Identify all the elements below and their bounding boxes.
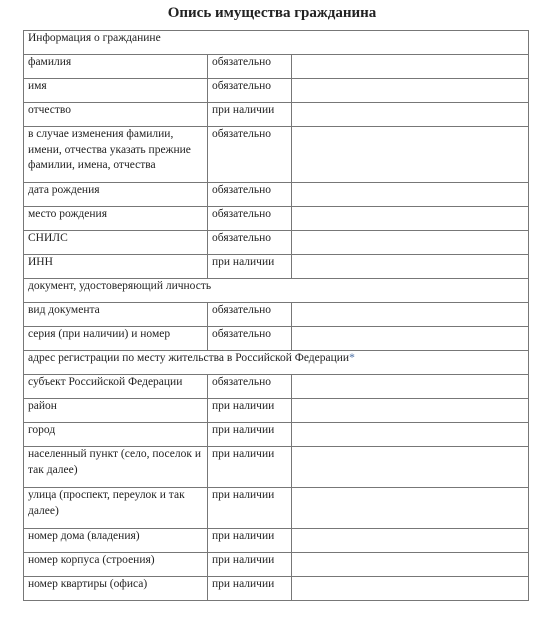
field-requirement: обязательно xyxy=(208,55,292,79)
field-value-cell xyxy=(292,488,529,529)
field-value-cell xyxy=(292,423,529,447)
field-requirement: при наличии xyxy=(208,577,292,601)
field-requirement: при наличии xyxy=(208,529,292,553)
field-value-cell xyxy=(292,529,529,553)
field-value-cell xyxy=(292,79,529,103)
field-name: СНИЛС xyxy=(24,231,208,255)
field-value-cell xyxy=(292,255,529,279)
field-value-cell xyxy=(292,399,529,423)
field-requirement: обязательно xyxy=(208,231,292,255)
field-value-cell xyxy=(292,231,529,255)
section-label xyxy=(24,31,529,55)
section-row xyxy=(24,31,529,55)
field-name: место рождения xyxy=(24,207,208,231)
field-requirement: обязательно xyxy=(208,303,292,327)
field-value-cell xyxy=(292,553,529,577)
field-name: субъект Российской Федерации xyxy=(24,375,208,399)
section-row xyxy=(24,279,529,303)
field-value-cell xyxy=(292,55,529,79)
field-requirement: при наличии xyxy=(208,553,292,577)
field-requirement: при наличии xyxy=(208,399,292,423)
section-row xyxy=(24,351,529,375)
field-value-cell xyxy=(292,127,529,183)
table-row xyxy=(24,375,529,399)
field-value-cell xyxy=(292,207,529,231)
field-value-cell xyxy=(292,447,529,488)
field-name: дата рождения xyxy=(24,183,208,207)
table-row xyxy=(24,488,529,529)
field-name: отчество xyxy=(24,103,208,127)
field-requirement: при наличии xyxy=(208,423,292,447)
footnote-asterisk: * xyxy=(349,352,355,364)
field-requirement: обязательно xyxy=(208,375,292,399)
field-name: в случае изменения фамилии, имени, отчества указать прежние фамилии, имена, отчества xyxy=(24,127,208,183)
table-row xyxy=(24,577,529,601)
table-row xyxy=(24,399,529,423)
section-label-text: Информация о гражданине xyxy=(28,32,161,44)
field-requirement: обязательно xyxy=(208,327,292,351)
field-name: номер квартиры (офиса) xyxy=(24,577,208,601)
field-requirement: при наличии xyxy=(208,103,292,127)
field-name: город xyxy=(24,423,208,447)
field-name: населенный пункт (село, поселок и так далее) xyxy=(24,447,208,488)
field-requirement: обязательно xyxy=(208,183,292,207)
field-value-cell xyxy=(292,183,529,207)
field-requirement: обязательно xyxy=(208,79,292,103)
field-name: серия (при наличии) и номер xyxy=(24,327,208,351)
field-value-cell xyxy=(292,577,529,601)
field-name: район xyxy=(24,399,208,423)
table-row xyxy=(24,423,529,447)
field-value-cell xyxy=(292,303,529,327)
field-requirement: обязательно xyxy=(208,127,292,183)
section-label-text: адрес регистрации по месту жительства в Российской Федерации xyxy=(28,352,350,364)
table-row xyxy=(24,103,529,127)
table-row xyxy=(24,127,529,183)
field-name: фамилия xyxy=(24,55,208,79)
table-row xyxy=(24,447,529,488)
field-name: ИНН xyxy=(24,255,208,279)
table-row xyxy=(24,207,529,231)
field-value-cell xyxy=(292,375,529,399)
table-row xyxy=(24,255,529,279)
field-value-cell xyxy=(292,103,529,127)
document-title: Опись имущества гражданина xyxy=(167,5,377,21)
table-row xyxy=(24,183,529,207)
table-body xyxy=(24,31,529,601)
property-inventory-table xyxy=(23,30,529,601)
field-requirement: обязательно xyxy=(208,207,292,231)
field-name: номер дома (владения) xyxy=(24,529,208,553)
section-label xyxy=(24,279,529,303)
section-label xyxy=(24,351,529,375)
table-row xyxy=(24,553,529,577)
table-row xyxy=(24,529,529,553)
field-requirement: при наличии xyxy=(208,255,292,279)
field-requirement: при наличии xyxy=(208,488,292,529)
field-requirement: при наличии xyxy=(208,447,292,488)
field-name: номер корпуса (строения) xyxy=(24,553,208,577)
field-name: вид документа xyxy=(24,303,208,327)
table-row xyxy=(24,303,529,327)
field-name: улица (проспект, переулок и так далее) xyxy=(24,488,208,529)
field-name: имя xyxy=(24,79,208,103)
table-row xyxy=(24,79,529,103)
table-row xyxy=(24,231,529,255)
field-value-cell xyxy=(292,327,529,351)
section-label-text: документ, удостоверяющий личность xyxy=(28,280,212,292)
table-row xyxy=(24,55,529,79)
table-row xyxy=(24,327,529,351)
